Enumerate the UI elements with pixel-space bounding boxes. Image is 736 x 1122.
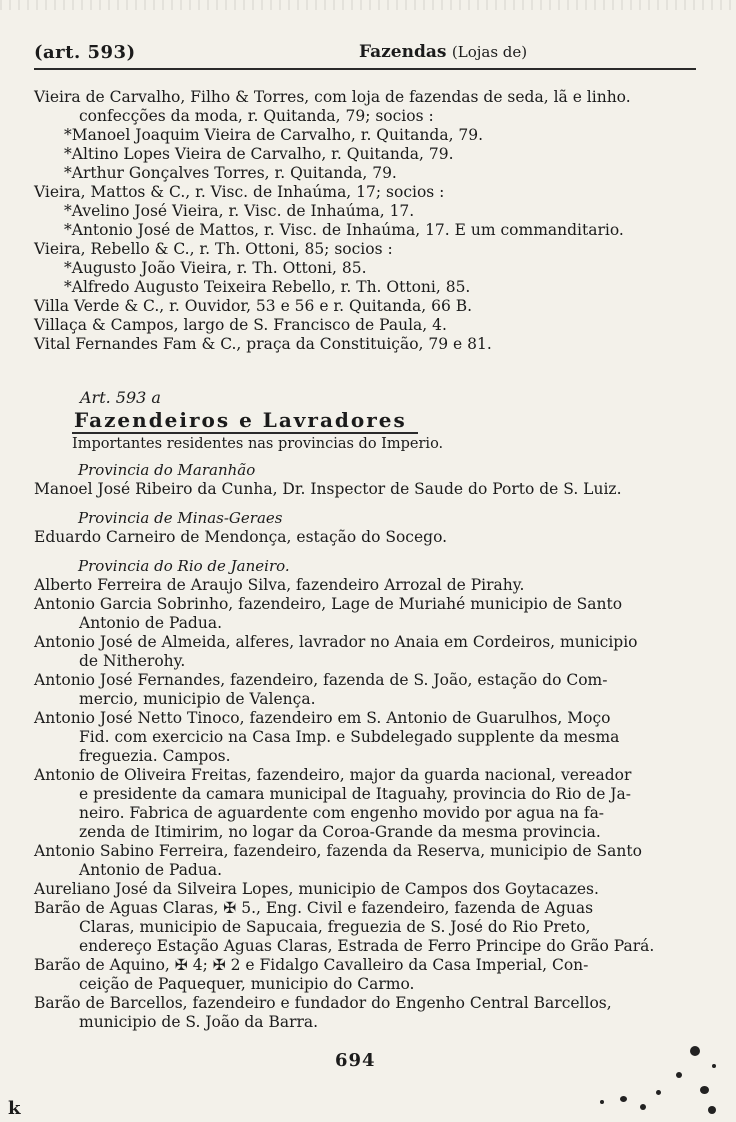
entry-line: Vital Fernandes Fam & C., praça da Constituição, 79 e 81. [34, 335, 492, 353]
page-number: 694 [335, 1050, 376, 1071]
header-section-title: Fazendas [359, 42, 447, 62]
entry-line: zenda de Itimirim, no logar da Coroa-Grande da mesma provincia. [79, 823, 601, 841]
header-section-sub: (Lojas de) [451, 43, 528, 61]
entry-line: Antonio José de Almeida, alferes, lavrador no Anaia em Cordeiros, municipio [34, 633, 638, 651]
entry-line: Barão de Barcellos, fazendeiro e fundador do Engenho Central Barcellos, [34, 994, 612, 1012]
entry-line: Barão de Aquino, ✠ 4; ✠ 2 e Fidalgo Cavalleiro da Casa Imperial, Con- [34, 956, 589, 974]
entry-line: *Arthur Gonçalves Torres, r. Quitanda, 79. [64, 164, 397, 182]
entry-line: Antonio Sabino Ferreira, fazendeiro, fazenda da Reserva, municipio de Santo [34, 842, 642, 860]
province-maranhao [34, 460, 696, 499]
scan-noise [0, 0, 736, 10]
entry-line: mercio, municipio de Valença. [79, 690, 316, 708]
section-subtitle: Importantes residentes nas provincias do Imperio. [72, 436, 444, 452]
entry-line: municipio de S. João da Barra. [79, 1013, 319, 1031]
running-header [34, 42, 696, 68]
entry-line: Vieira de Carvalho, Filho & Torres, com loja de fazendas de seda, lã e linho. [34, 88, 631, 106]
entry-line: Fid. com exercicio na Casa Imp. e Subdelegado supplente da mesma [79, 728, 620, 746]
entry-line: *Augusto João Vieira, r. Th. Ottoni, 85. [64, 259, 367, 277]
province-heading: Provincia do Rio de Janeiro. [78, 557, 290, 575]
section-article-label: Art. 593 a [80, 388, 161, 407]
margin-mark: k [8, 1098, 21, 1119]
entry-line: neiro. Fabrica de aguardente com engenho movido por agua na fa- [79, 804, 605, 822]
entry-line: Antonio de Oliveira Freitas, fazendeiro, major da guarda nacional, vereador [34, 766, 632, 784]
header-section [359, 42, 527, 62]
province-rio-de-janeiro [34, 556, 696, 1032]
entry-line: Barão de Aguas Claras, ✠ 5., Eng. Civil e fazendeiro, fazenda de Aguas [34, 899, 594, 917]
entry-line: Villaça & Campos, largo de S. Francisco de Paula, 4. [34, 316, 447, 334]
section-rule [72, 432, 418, 434]
entry-line: Antonio Garcia Sobrinho, fazendeiro, Lage de Muriahé municipio de Santo [34, 595, 623, 613]
section-title: Fazendeiros e Lavradores [74, 408, 407, 432]
entry-line: Alberto Ferreira de Araujo Silva, fazendeiro Arrozal de Pirahy. [34, 576, 525, 594]
entry-line: Vieira, Rebello & C., r. Th. Ottoni, 85; socios : [34, 240, 393, 258]
entry-line: *Alfredo Augusto Teixeira Rebello, r. Th. Ottoni, 85. [64, 278, 471, 296]
entry-line: *Avelino José Vieira, r. Visc. de Inhaúma, 17. [64, 202, 415, 220]
province-minas-geraes [34, 508, 696, 547]
entry-line: confecções da moda, r. Quitanda, 79; socios : [79, 107, 434, 125]
entry-line: de Nitherohy. [79, 652, 186, 670]
entry-line: *Altino Lopes Vieira de Carvalho, r. Quitanda, 79. [64, 145, 454, 163]
entry-line: Villa Verde & C., r. Ouvidor, 53 e 56 e r. Quitanda, 66 B. [34, 297, 473, 315]
top-entries [34, 88, 696, 354]
entry-line: Aureliano José da Silveira Lopes, municipio de Campos dos Goytacazes. [34, 880, 599, 898]
province-heading: Provincia do Maranhão [78, 461, 256, 479]
entry-line: Antonio de Padua. [79, 614, 223, 632]
header-rule [34, 68, 696, 70]
entry-line: Antonio José Netto Tinoco, fazendeiro em S. Antonio de Guarulhos, Moço [34, 709, 611, 727]
entry-line: Antonio de Padua. [79, 861, 223, 879]
entry-line: Claras, municipio de Sapucaia, freguezia de S. José do Rio Preto, [79, 918, 591, 936]
province-heading: Provincia de Minas-Geraes [78, 509, 283, 527]
entry-line: Eduardo Carneiro de Mendonça, estação do Socego. [34, 528, 448, 546]
entry-line: ceição de Paquequer, municipio do Carmo. [79, 975, 415, 993]
entry-line: *Antonio José de Mattos, r. Visc. de Inhaúma, 17. E um commanditario. [64, 221, 624, 239]
entry-line: Manoel José Ribeiro da Cunha, Dr. Inspector de Saude do Porto de S. Luiz. [34, 480, 622, 498]
entry-line: endereço Estação Aguas Claras, Estrada de Ferro Principe do Grão Pará. [79, 937, 655, 955]
entry-line: e presidente da camara municipal de Itaguahy, provincia do Rio de Ja- [79, 785, 631, 803]
entry-line: freguezia. Campos. [79, 747, 231, 765]
entry-line: Antonio José Fernandes, fazendeiro, fazenda de S. João, estação do Com- [34, 671, 608, 689]
entry-line: Vieira, Mattos & C., r. Visc. de Inhaúma, 17; socios : [34, 183, 445, 201]
header-article-ref: (art. 593) [34, 42, 136, 63]
entry-line: *Manoel Joaquim Vieira de Carvalho, r. Quitanda, 79. [64, 126, 484, 144]
